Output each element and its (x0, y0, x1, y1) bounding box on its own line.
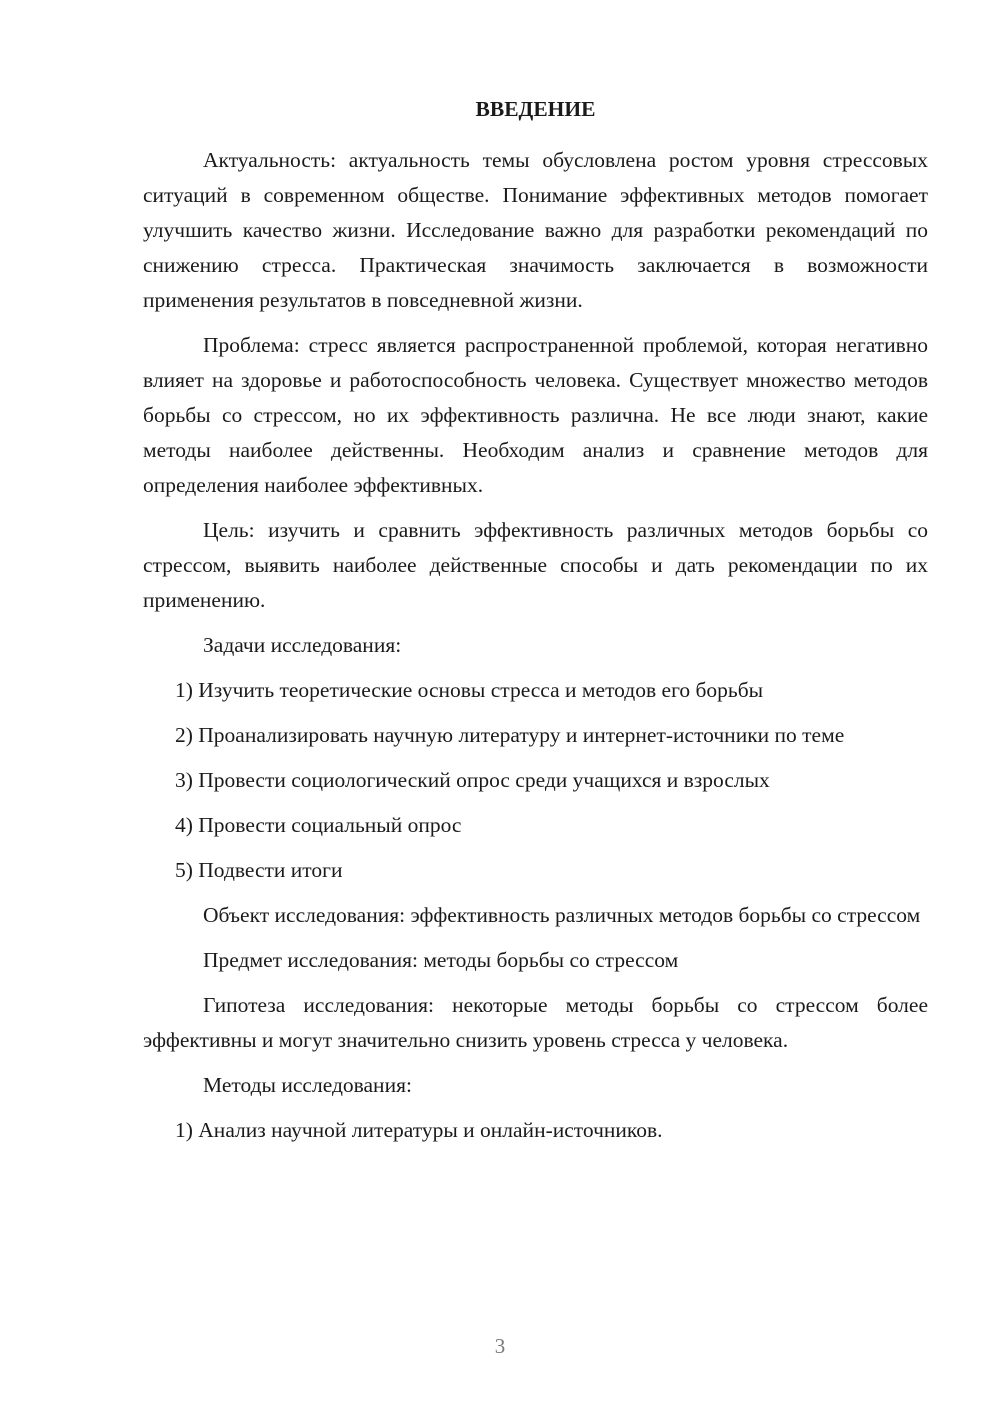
task-item: 1) Изучить теоретические основы стресса и методов его борьбы (175, 678, 764, 702)
object-paragraph: Объект исследования: эффективность различных методов борьбы со стрессом (203, 903, 921, 927)
task-item: 4) Провести социальный опрос (175, 813, 462, 837)
subject-paragraph: Предмет исследования: методы борьбы со стрессом (203, 948, 679, 972)
task-item: 2) Проанализировать научную литературу и интернет-источники по теме (175, 723, 845, 747)
page-number: 3 (494, 1334, 506, 1358)
hypothesis-paragraph: Гипотеза исследования: некоторые методы борьбы со стрессом более эффективны и могут значительно снизить уровень стресса у человека. (143, 993, 928, 1052)
goal-paragraph: Цель: изучить и сравнить эффективность различных методов борьбы со стрессом, выявить наиболее действенные способы и дать рекомендации по их применению. (143, 518, 928, 612)
document-page (143, 92, 928, 1158)
method-item: 1) Анализ научной литературы и онлайн-источников. (175, 1118, 663, 1142)
task-item: 5) Подвести итоги (175, 858, 343, 882)
relevance-paragraph: Актуальность: актуальность темы обусловлена ростом уровня стрессовых ситуаций в современном обществе. Понимание эффективных методов помогает улучшить качество жизни. Исследование важно для разработки рекомендаций по снижению стресса. Практическая значимость заключается в возможности применения результатов в повседневной жизни. (143, 148, 928, 312)
task-item: 3) Провести социологический опрос среди учащихся и взрослых (175, 768, 770, 792)
section-title: ВВЕДЕНИЕ (475, 97, 596, 121)
problem-paragraph: Проблема: стресс является распространенной проблемой, которая негативно влияет на здоровье и работоспособность человека. Существует множество методов борьбы со стрессом, но их эффективность различна. Не все люди знают, какие методы наиболее действенны. Необходим анализ и сравнение методов для определения наиболее эффективных. (143, 333, 928, 497)
tasks-heading: Задачи исследования: (203, 633, 402, 657)
methods-heading: Методы исследования: (203, 1073, 412, 1097)
